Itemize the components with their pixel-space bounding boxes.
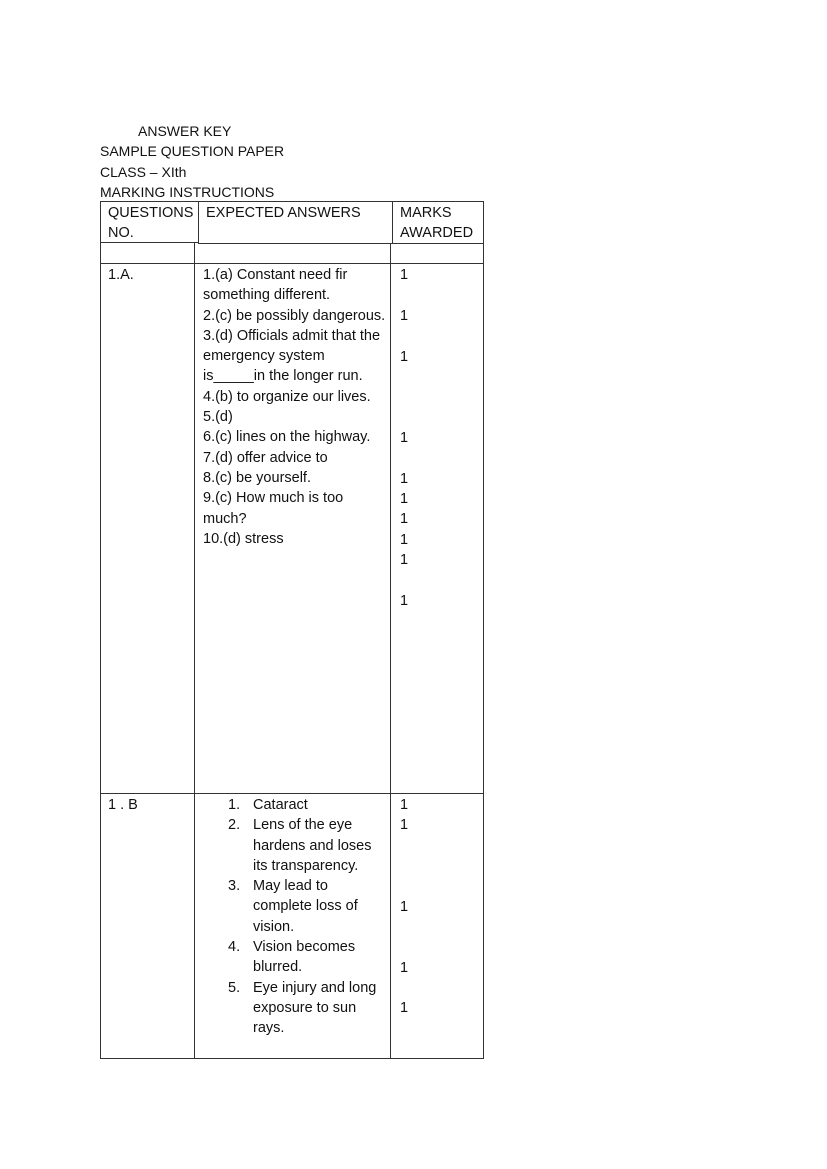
mark-value: 1 (400, 308, 409, 324)
list-text: May lead to complete loss of vision. (253, 878, 358, 935)
list-number: 3. (228, 878, 241, 895)
list-text: Lens of the eye hardens and loses its transparency. (253, 817, 372, 874)
body-col-divider-1 (194, 243, 195, 1059)
answer-item: 8.(c) be yourself. (203, 469, 311, 486)
section-divider (100, 793, 484, 794)
list-number: 5. (228, 979, 241, 996)
mark-value: 1 (400, 817, 409, 833)
list-text: Vision becomes blurred. (253, 939, 356, 976)
list-item (203, 876, 389, 937)
answer-item: 5.(d) (203, 409, 233, 426)
header-border-left (100, 201, 101, 243)
answer-item: 1.(a) Constant need fir something different. (203, 267, 348, 304)
mark-value: 1 (400, 430, 409, 446)
spacer-row-bottom (100, 263, 484, 264)
header-border-right (483, 201, 484, 244)
list-text: Cataract (253, 797, 308, 813)
list-item (203, 815, 389, 876)
question-number-1a: 1.A. (108, 267, 134, 283)
mark-value: 1 (400, 511, 409, 527)
mark-value: 1 (400, 797, 409, 813)
mark-value: 1 (400, 593, 409, 609)
answer-item: 4.(b) to organize our lives. (203, 388, 371, 405)
header-divider-right (198, 243, 484, 244)
mark-value: 1 (400, 491, 409, 507)
mark-value: 1 (400, 532, 409, 548)
table-border-bottom (100, 1058, 484, 1059)
list-text: Eye injury and long exposure to sun rays. (253, 979, 377, 1037)
header-col-divider-2 (392, 201, 393, 243)
section-b-answers (203, 795, 389, 1039)
body-col-divider-2 (390, 243, 391, 1059)
answer-item: 9.(c) How much is too much? (203, 490, 344, 527)
answer-item: 6.(c) lines on the highway. (203, 429, 371, 446)
list-number: 1. (228, 797, 241, 813)
class-label: CLASS – XIth (100, 164, 187, 180)
list-number: 4. (228, 939, 241, 956)
answer-item: 10.(d) stress (203, 530, 284, 547)
list-number: 2. (228, 817, 241, 834)
answer-item: 2.(c) be possibly dangerous. (203, 307, 386, 324)
paper-title: SAMPLE QUESTION PAPER (100, 143, 285, 159)
question-number-1b: 1 . B (108, 797, 138, 813)
list-item (203, 795, 389, 815)
mark-value: 1 (400, 899, 409, 915)
mark-value: 1 (400, 267, 409, 283)
list-item (203, 978, 389, 1039)
section-a-answers (203, 265, 389, 549)
mark-value: 1 (400, 349, 409, 365)
mark-value: 1 (400, 471, 409, 487)
answer-key-title: ANSWER KEY (138, 123, 232, 139)
answer-item: 7.(d) offer advice to (203, 449, 328, 466)
col-header-expected-answers: EXPECTED ANSWERS (206, 205, 361, 221)
col-header-no: NO. (108, 225, 134, 241)
col-header-questions: QUESTIONS (108, 205, 194, 221)
table-border-right (483, 243, 484, 1059)
col-header-awarded: AWARDED (400, 225, 474, 241)
answer-item: 3.(d) Officials admit that the emergency system is_____in the longer run. (203, 327, 381, 385)
table-border-left (100, 243, 101, 1059)
list-item (203, 937, 389, 978)
mark-value: 1 (400, 552, 409, 568)
table-border-top (100, 201, 484, 202)
mark-value: 1 (400, 1000, 409, 1016)
header-col-divider-1 (198, 201, 199, 243)
col-header-marks: MARKS (400, 205, 452, 221)
mark-value: 1 (400, 960, 409, 976)
marking-instructions-label: MARKING INSTRUCTIONS (100, 184, 275, 200)
